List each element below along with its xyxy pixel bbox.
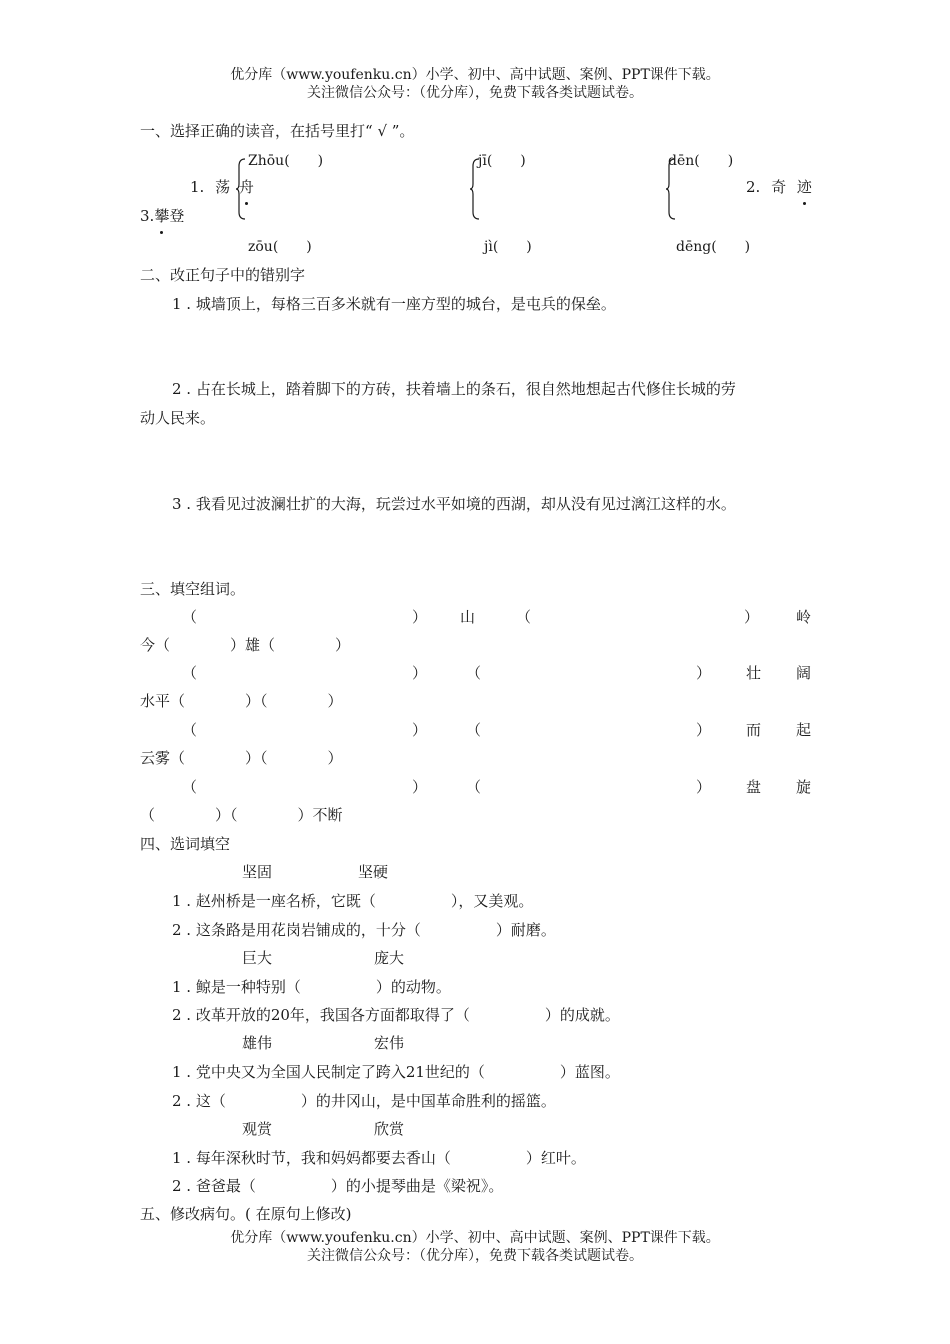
item2-char-a: 奇 xyxy=(771,178,787,196)
word-option: 庞大 xyxy=(374,949,405,967)
item2 xyxy=(746,176,812,197)
pinyin-bottom-2: jì( ) xyxy=(484,239,532,255)
paren-close: ） xyxy=(696,721,712,739)
paren-open: （ xyxy=(466,778,482,796)
section1-title: 一、选择正确的读音，在括号里打“ √ ”。 xyxy=(140,122,415,140)
char-ling: 岭 xyxy=(796,608,812,626)
paren-open: （ xyxy=(182,608,198,626)
word-option: 坚固 xyxy=(242,863,273,881)
char-zhuang: 壮 xyxy=(746,664,762,682)
fill-row-3b: 云雾（ ）（ ） xyxy=(140,749,343,767)
paren-close: ） xyxy=(696,664,712,682)
word-option: 坚硬 xyxy=(358,863,389,881)
footer-line-2: 关注微信公众号：（优分库），免费下载各类试题试卷。 xyxy=(307,1248,643,1264)
group4-sentence-2: 2 . 爸爸最（ ）的小提琴曲是《梁祝》。 xyxy=(172,1177,504,1195)
paren-close: ） xyxy=(696,778,712,796)
item3-char-b: 登 xyxy=(169,207,185,225)
group2-sentence-2: 2 . 改革开放的20年，我国各方面都取得了（ ）的成就。 xyxy=(172,1006,620,1024)
section2-sentence-2-line-2: 动人民来。 xyxy=(140,409,216,427)
section2-sentence-1: 1 . 城墙顶上，每格三百多米就有一座方型的城台，是屯兵的保垒。 xyxy=(172,295,616,313)
char-pan: 盘 xyxy=(746,778,762,796)
brace-2 xyxy=(470,158,480,220)
group2-sentence-1: 1 . 鲸是一种特别（ ）的动物。 xyxy=(172,978,451,996)
paren-open: （ xyxy=(466,664,482,682)
item1-number: 1. xyxy=(190,178,205,196)
paren-open: （ xyxy=(182,664,198,682)
pinyin-bottom-1: zōu( ) xyxy=(248,239,312,255)
group1-sentence-2: 2 . 这条路是用花岗岩铺成的，十分（ ）耐磨。 xyxy=(172,921,556,939)
group3-sentence-1: 1 . 党中央又为全国人民制定了跨入21世纪的（ ）蓝图。 xyxy=(172,1063,620,1081)
section2-sentence-3: 3 . 我看见过波澜壮扩的大海，玩尝过水平如境的西湖，却从没有见过漓江这样的水。 xyxy=(172,495,736,513)
char-kuo: 阔 xyxy=(796,664,812,682)
paren-open: （ xyxy=(516,608,532,626)
pinyin-bottom-3: dēng( ) xyxy=(676,239,751,255)
item1-char-b: 舟 xyxy=(238,178,254,196)
pinyin-top-2: jī( ) xyxy=(478,153,526,169)
section3-title: 三、填空组词。 xyxy=(140,580,246,598)
item3-char-a: 攀 xyxy=(154,207,170,225)
header-line-2: 关注微信公众号：（优分库），免费下载各类试题试卷。 xyxy=(307,85,643,101)
word-option: 观赏 xyxy=(242,1120,273,1138)
section4-title: 四、选词填空 xyxy=(140,835,231,853)
brace-3 xyxy=(666,158,676,220)
paren-close: ） xyxy=(412,608,428,626)
word-option: 雄伟 xyxy=(242,1034,273,1052)
fill-row-4b: （ ）（ ）不断 xyxy=(140,806,343,824)
paren-open: （ xyxy=(466,721,482,739)
item3 xyxy=(140,205,184,226)
header-line-1: 优分库（www.youfenku.cn）小学、初中、高中试题、案例、PPT课件下载。 xyxy=(230,67,720,83)
char-er: 而 xyxy=(746,721,762,739)
item2-char-b: 迹 xyxy=(796,178,812,196)
char-qi: 起 xyxy=(796,721,812,739)
fill-row-2b: 水平（ ）（ ） xyxy=(140,692,343,710)
word-option: 巨大 xyxy=(242,949,273,967)
word-option: 欣赏 xyxy=(374,1120,405,1138)
fill-row-1b: 今（ ）雄（ ） xyxy=(140,636,351,654)
paren-close: ） xyxy=(744,608,760,626)
pinyin-top-3: dēn( ) xyxy=(668,153,734,169)
item3-number: 3. xyxy=(140,207,155,225)
paren-close: ） xyxy=(412,778,428,796)
section5-title: 五、修改病句。( 在原句上修改) xyxy=(140,1205,352,1223)
section2-title: 二、改正句子中的错别字 xyxy=(140,266,306,284)
paren-open: （ xyxy=(182,721,198,739)
char-xuan: 旋 xyxy=(796,778,812,796)
footer-line-1: 优分库（www.youfenku.cn）小学、初中、高中试题、案例、PPT课件下载。 xyxy=(230,1230,720,1246)
word-option: 宏伟 xyxy=(374,1034,405,1052)
paren-close: ） xyxy=(412,721,428,739)
paren-close: ） xyxy=(412,664,428,682)
item1-char-a: 荡 xyxy=(215,178,231,196)
group3-sentence-2: 2 . 这（ ）的井冈山，是中国革命胜利的摇篮。 xyxy=(172,1092,556,1110)
item2-number: 2. xyxy=(746,178,761,196)
group4-sentence-1: 1 . 每年深秋时节，我和妈妈都要去香山（ ）红叶。 xyxy=(172,1149,586,1167)
section2-sentence-2-line-1: 2 . 占在长城上，踏着脚下的方砖，扶着墙上的条石，很自然地想起古代修住长城的劳 xyxy=(172,380,736,398)
group1-sentence-1: 1 . 赵州桥是一座名桥，它既（ ），又美观。 xyxy=(172,892,534,910)
char-shan: 山 xyxy=(460,608,476,626)
item1 xyxy=(190,176,254,197)
paren-open: （ xyxy=(182,778,198,796)
pinyin-top-1: Zhōu( ) xyxy=(248,153,324,169)
